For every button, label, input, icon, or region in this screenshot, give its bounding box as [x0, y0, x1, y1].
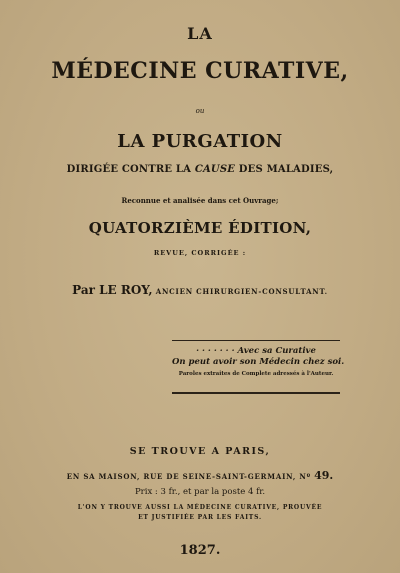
epigraph-line2: On peut avoir son Médecin chez soi. — [172, 357, 345, 367]
author-prefix: Par — [72, 283, 100, 297]
author-line — [0, 283, 400, 297]
title-main: MÉDECINE CURATIVE, — [51, 58, 349, 84]
subtitle-post: DES MALADIES, — [235, 164, 334, 175]
subtitle — [0, 164, 400, 175]
edition: QUATORZIÈME ÉDITION, — [88, 219, 312, 237]
imprint-price: Prix : 3 fr., et par la poste 4 fr. — [134, 487, 266, 497]
imprint-note-line2: ET JUSTIFIÉE PAR LES FAITS. — [138, 514, 262, 521]
imprint-address-number: 49. — [314, 469, 334, 482]
publication-year: 1827. — [179, 543, 221, 558]
epigraph-attribution: Paroles extraites de Complete adressés à l'Auteur. — [178, 371, 334, 377]
imprint-location: SE TROUVE A PARIS, — [129, 446, 271, 457]
title-connector: ou — [195, 107, 205, 115]
imprint-address-text: EN SA MAISON, RUE DE SEINE-SAINT-GERMAIN, Nº — [66, 472, 315, 481]
author-title: ANCIEN CHIRURGIEN-CONSULTANT. — [152, 287, 328, 296]
subtitle-pre: DIRIGÉE CONTRE LA — [66, 164, 195, 175]
author-name: LE ROY, — [99, 283, 153, 297]
title-line-la: LA — [187, 24, 213, 43]
title-purgation: LA PURGATION — [117, 131, 283, 152]
subtitle-recognized: Reconnue et analisée dans cet Ouvrage; — [121, 196, 279, 205]
subtitle-cause: CAUSE — [194, 164, 236, 175]
edition-revised: REVUE, CORRIGÉE : — [153, 249, 247, 257]
epigraph-line1: · · · · · · · Avec sa Curative — [196, 346, 316, 356]
imprint-address — [0, 469, 400, 482]
epigraph — [172, 346, 345, 378]
imprint-note-line1: L'ON Y TROUVE AUSSI LA MÉDECINE CURATIVE, PROUVÉE — [77, 504, 323, 511]
epigraph-rule-top — [172, 340, 340, 341]
epigraph-rule-bottom — [172, 392, 340, 394]
